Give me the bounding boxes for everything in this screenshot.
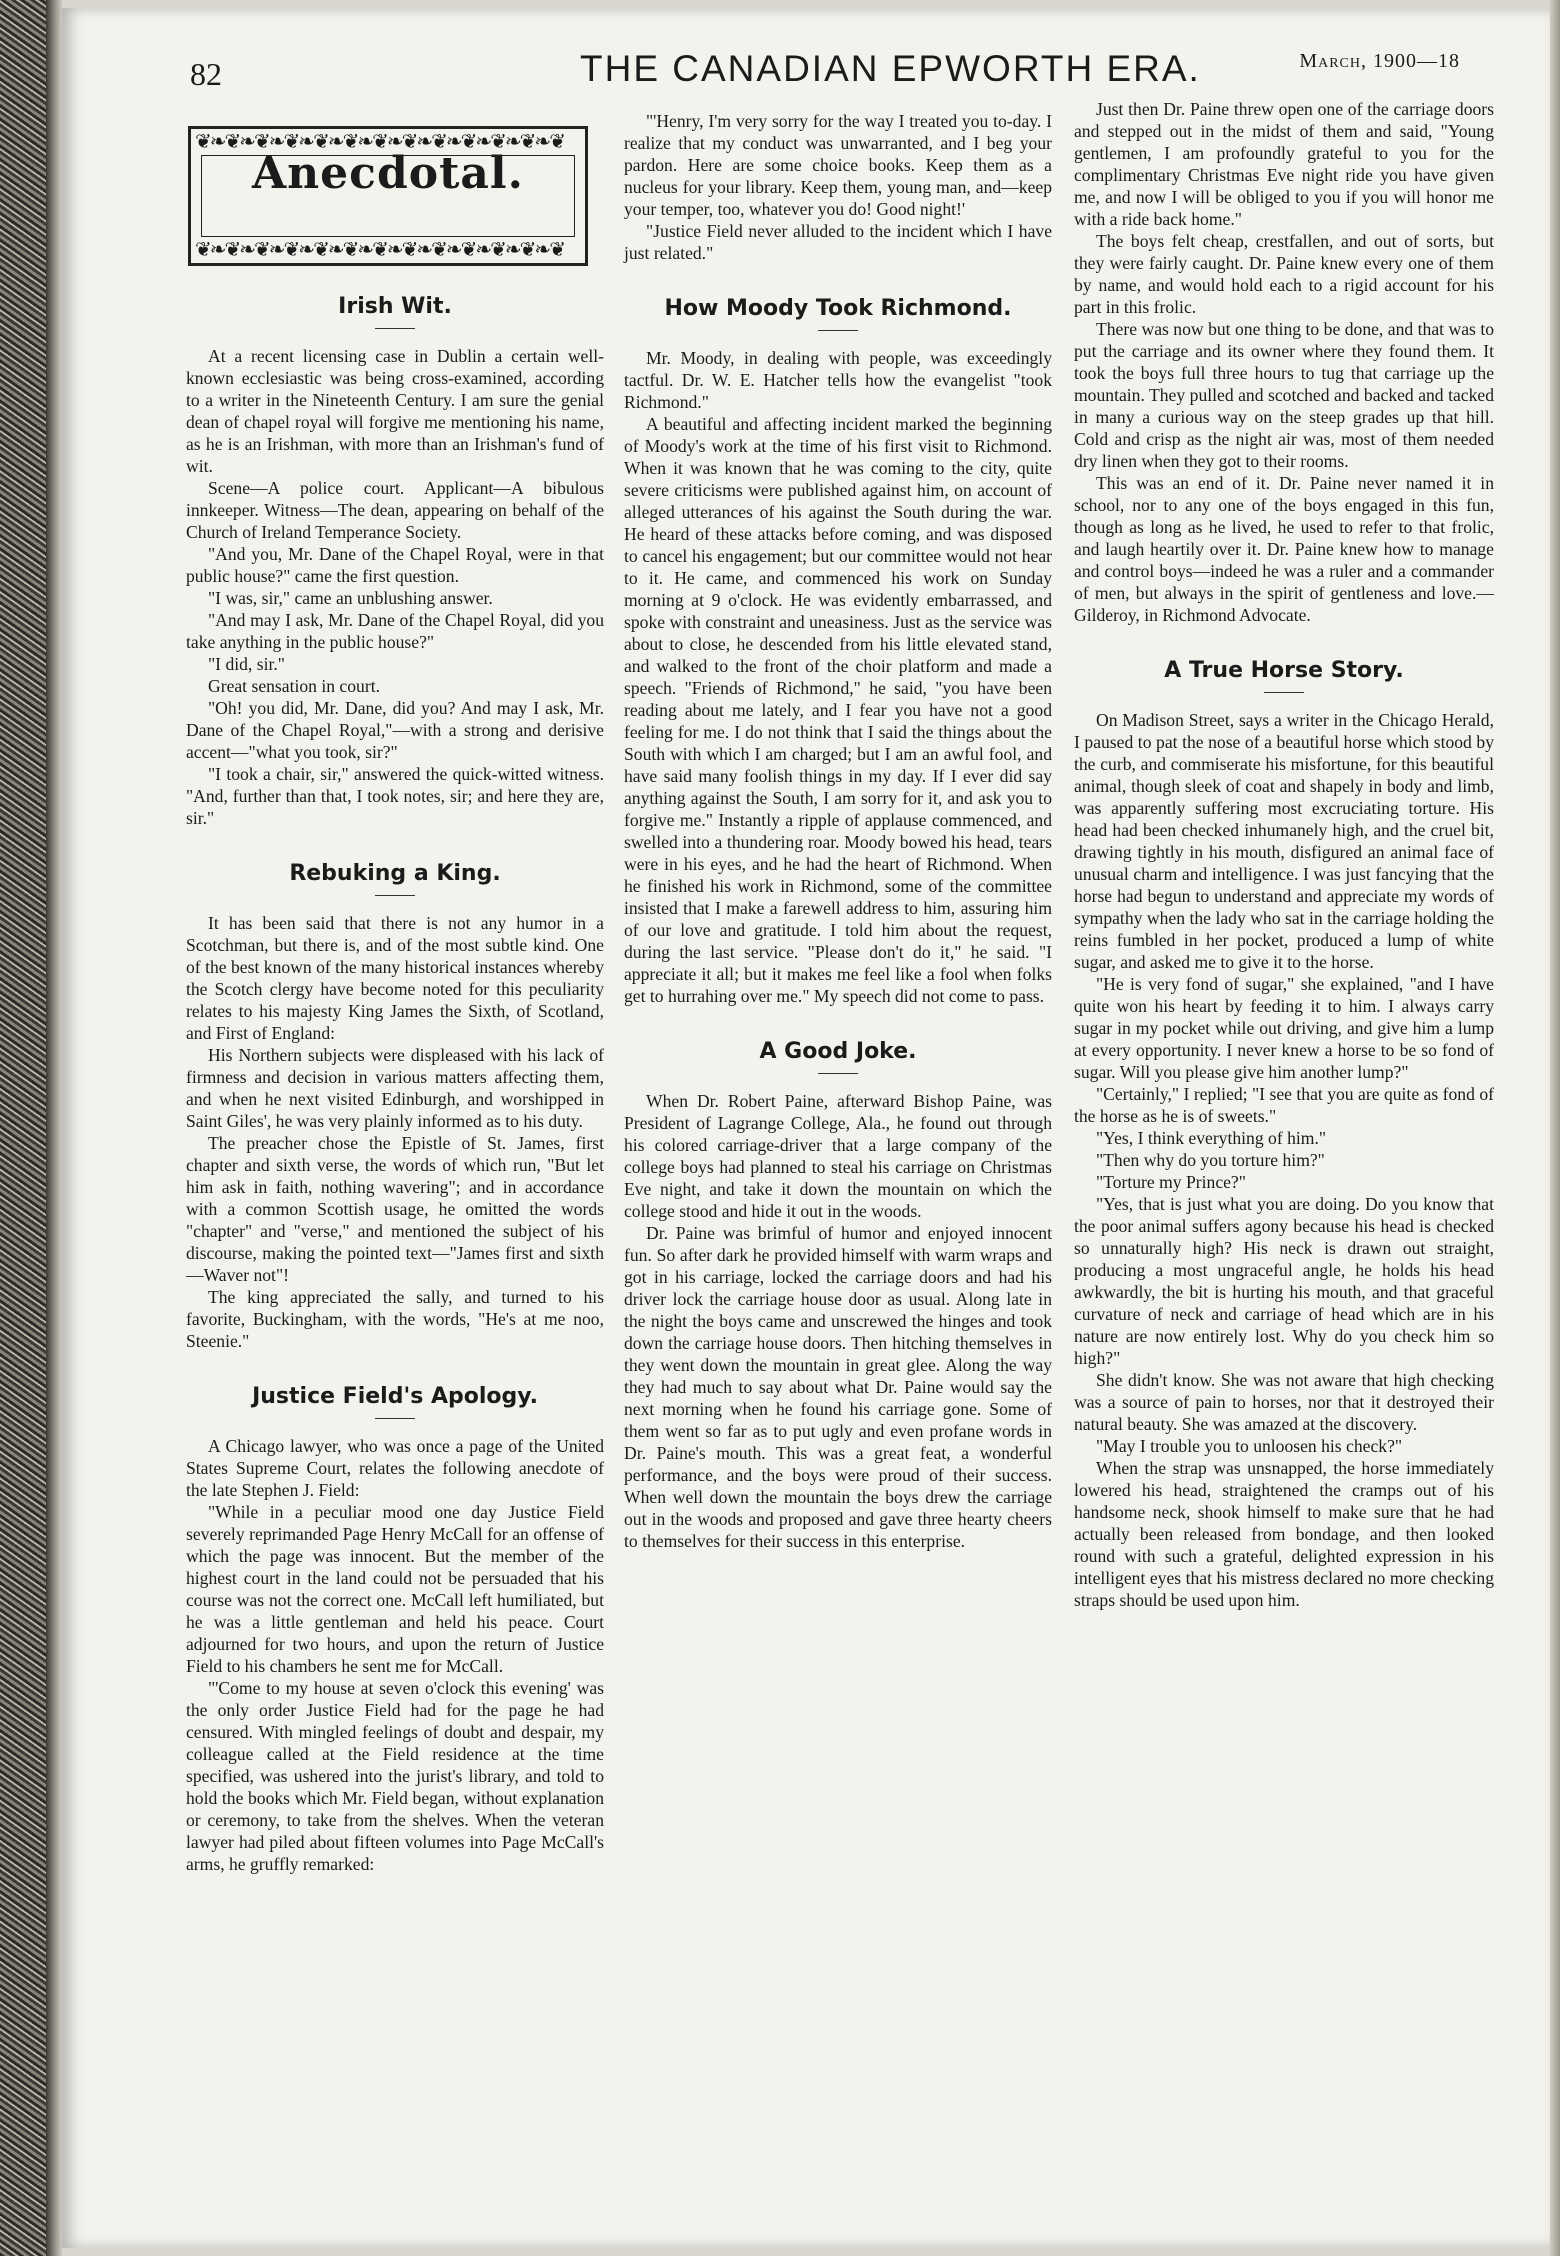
paragraph: Dr. Paine was brimful of humor and enjoyed innocent fun. So after dark he provided himself with warm wraps and got in his carriage, locked the carriage doors and had his driver lock the carriage house door as usual. Along late in the night the boys came and unscrewed the hinges and took down the carriage house doors. Then hitching themselves in they went down the mountain in great glee. Along the way they had much to say about what Dr. Paine would say the next morning when he found his carriage gone. Some of them went so far as to put ugly and even profane words in Dr. Paine's mouth. This was a great feat, a wonderful performance, and the boys were proud of their success. When well down the mountain the boys drew the carriage out in the woods and proposed and gave three hearty cheers to themselves for their success in this enterprise. bbox=[624, 1223, 1052, 1551]
column-1 bbox=[186, 112, 604, 1875]
paragraph: "'Come to my house at seven o'clock this evening' was the only order Justice Field had for the page he had censured. With mingled feelings of doubt and despair, my colleague called at the Field residence at the time specified, was ushered into the jurist's library, and told to hold the books which Mr. Field began, without explanation or ceremony, to take from the shelves. When the veteran lawyer had piled about fifteen volumes into Page McCall's arms, he gruffly remarked: bbox=[186, 1678, 604, 1874]
issue-date: March, 1900—18 bbox=[1299, 50, 1460, 72]
paragraph: There was now but one thing to be done, and that was to put the carriage and its owner where they found them. It took the boys full three hours to tug that carriage up the mountain. They pulled and scotched and backed and tacked in many a curious way on the steep grades up that hill. Cold and crisp as the night air was, most of them needed dry linen when they got to their rooms. bbox=[1074, 319, 1494, 471]
paragraph: A beautiful and affecting incident marked the beginning of Moody's work at the time of his first visit to Richmond. When it was known that he was coming to the city, quite severe criticisms were published against him, on account of alleged utterances of his against the South during the war. He heard of these attacks before coming, and was disposed to cancel his engagement; but our committee would not hear to it. He came, and commenced his work on Sunday morning at 9 o'clock. He was evidently embarrassed, and spoke with constraint and uneasiness. Just as the service was about to close, he descended from his little elevated stand, and walked to the front of the choir platform and made a speech. "Friends of Richmond," he said, "you have been reading about me lately, and I fear you have not a good feeling for me. I do not think that I said the things about the South with which I am charged; but I am an awful fool, and have said many foolish things in my day. If I ever did say anything against the South, I am sorry for it, and ask you to forgive me." Instantly a ripple of applause commenced, and swelled into a thundering roar. Moody bowed his head, tears were in his eyes, and he had the heart of Richmond. When he finished his work in Richmond, some of the committee insisted that I make a farewell address to him, assuring him of our love and gratitude. I told him about the request, during the last service. "Please don't do it," he said. "I appreciate it all; but it makes me feel like a fool when folks get to hurrahing over me." My speech did not come to pass. bbox=[624, 414, 1052, 1006]
divider bbox=[375, 1418, 415, 1419]
article-justice-field bbox=[186, 1386, 604, 1875]
paragraph: "Torture my Prince?" bbox=[1096, 1172, 1246, 1192]
paragraph: Scene—A police court. Applicant—A bibulous innkeeper. Witness—The dean, appearing on behalf of the Church of Ireland Temperance Society. bbox=[186, 478, 604, 542]
paragraph: "While in a peculiar mood one day Justice Field severely reprimanded Page Henry McCall for an offense of which the page was innocent. But the member of the highest court in the land could not be persuaded that his course was not the correct one. McCall left humiliated, but he was a little gentleman and held his peace. Court adjourned for two hours, and upon the return of Justice Field to his chambers he sent me for McCall. bbox=[186, 1502, 604, 1676]
book-binding bbox=[0, 0, 46, 2256]
divider bbox=[375, 328, 415, 329]
paragraph: "'Henry, I'm very sorry for the way I treated you to-day. I realize that my conduct was unwarranted, and I beg your pardon. Here are some choice books. Keep them as a nucleus for your library. Keep them, young man, and—keep your temper, too, whatever you do! Good night!' bbox=[624, 111, 1052, 219]
article-irish-wit bbox=[186, 296, 604, 829]
article-title: A True Horse Story. bbox=[1164, 658, 1404, 683]
ornament-border-icon: ❦❧❦❧❦❧❦❧❦❧❦❧❦❧❦❧❦❧❦❧❦❧❦❧❦ bbox=[195, 239, 564, 261]
article-good-joke bbox=[624, 1041, 1052, 1552]
article-justice-field-continued bbox=[624, 110, 1052, 264]
paragraph: "I did, sir." bbox=[208, 654, 285, 674]
article-title: Irish Wit. bbox=[338, 294, 452, 319]
paragraph: "I took a chair, sir," answered the quick-witted witness. "And, further than that, I took notes, sir; and here they are, sir." bbox=[186, 764, 604, 828]
paragraph: "Yes, that is just what you are doing. Do you know that the poor animal suffers agony because his head is checked so unnaturally high? His neck is drawn out straight, producing a most ungraceful angle, he holds his head awkwardly, the bit is hurting his mouth, and that graceful curvature of neck and carriage of head which are in his nature are now entirely lost. Why do you check him so high?" bbox=[1074, 1194, 1494, 1368]
paragraph: "Justice Field never alluded to the incident which I have just related." bbox=[624, 221, 1052, 263]
paragraph: "And you, Mr. Dane of the Chapel Royal, were in that public house?" came the first question. bbox=[186, 544, 604, 586]
article-moody bbox=[624, 298, 1052, 1007]
page-number: 82 bbox=[190, 56, 222, 92]
article-title: A Good Joke. bbox=[759, 1039, 917, 1064]
paragraph: "I was, sir," came an unblushing answer. bbox=[208, 588, 493, 608]
paragraph: "And may I ask, Mr. Dane of the Chapel Royal, did you take anything in the public house?" bbox=[186, 610, 604, 652]
article-good-joke-continued bbox=[1074, 98, 1494, 626]
paragraph: Just then Dr. Paine threw open one of the carriage doors and stepped out in the midst of them and said, "Young gentlemen, I am profoundly grateful to you for the complimentary Christmas Eve night ride you have given me, and now I will be obliged to you if you will honor me with a ride back home." bbox=[1074, 99, 1494, 229]
article-horse-story bbox=[1074, 660, 1494, 1611]
paragraph: On Madison Street, says a writer in the Chicago Herald, I paused to pat the nose of a beautiful horse which stood by the curb, and commiserate his misfortune, for this beautiful animal, though sleek of coat and shapely in body and limb, was apparently suffering most excruciating torture. His head had been checked inhumanely high, and the cruel bit, drawing tightly in his mouth, disfigured an animal face of unusual charm and intelligence. I was just fancying that the horse had begun to understand and appreciate my words of sympathy when the lady who sat in the carriage holding the reins fumbled in her pocket, produced a lump of white sugar, and asked me to give it to the horse. bbox=[1074, 710, 1494, 972]
article-title: Rebuking a King. bbox=[289, 861, 501, 886]
paragraph: "Oh! you did, Mr. Dane, did you? And may I ask, Mr. Dane of the Chapel Royal,"—with a strong and derisive accent—"what you took, sir?" bbox=[186, 698, 604, 762]
article-title: How Moody Took Richmond. bbox=[664, 296, 1012, 321]
paragraph: A Chicago lawyer, who was once a page of the United States Supreme Court, relates the following anecdote of the late Stephen J. Field: bbox=[186, 1436, 604, 1500]
masthead: THE CANADIAN EPWORTH ERA. bbox=[580, 48, 1201, 89]
article-rebuking-a-king bbox=[186, 863, 604, 1352]
paragraph: When the strap was unsnapped, the horse immediately lowered his head, straightened the cramps out of his handsome neck, shook himself to make sure that he had actually been released from bondage, and then looked round with such a grateful, delighted expression in his intelligent eyes that his mistress declared no more checking straps should be used upon him. bbox=[1074, 1458, 1494, 1610]
divider bbox=[818, 330, 858, 331]
paragraph: This was an end of it. Dr. Paine never named it in school, nor to any one of the boys engaged in this fun, though as long as he lived, he used to refer to that frolic, and laugh heartily over it. Dr. Paine knew how to manage and control boys—indeed he was a ruler and a commander of men, but always in the spirit of gentleness and love.—Gilderoy, in Richmond Advocate. bbox=[1074, 473, 1494, 625]
binding-edge bbox=[46, 0, 62, 2256]
paragraph: It has been said that there is not any humor in a Scotchman, but there is, and of the most subtle kind. One of the best known of the many historical instances whereby the Scotch clergy have become noted for this peculiarity relates to his majesty King James the Sixth, of Scotland, and First of England: bbox=[186, 913, 604, 1043]
article-title: Justice Field's Apology. bbox=[252, 1384, 538, 1409]
page-header bbox=[190, 46, 1480, 96]
paragraph: "Then why do you torture him?" bbox=[1096, 1150, 1325, 1170]
page-edge bbox=[1550, 0, 1560, 2256]
paragraph: The boys felt cheap, crestfallen, and out of sorts, but they were fairly caught. Dr. Paine knew every one of them by name, and would hold each to a rigid account for his part in this frolic. bbox=[1074, 231, 1494, 317]
paragraph: When Dr. Robert Paine, afterward Bishop Paine, was President of Lagrange College, Ala., he found out through his colored carriage-driver that a large company of the college boys had planned to steal his carriage on Christmas Eve night, and take it down the mountain on which the college stood and hide it out in the woods. bbox=[624, 1091, 1052, 1221]
divider bbox=[1264, 692, 1304, 693]
paragraph: The king appreciated the sally, and turned to his favorite, Buckingham, with the words, "He's at me noo, Steenie." bbox=[186, 1287, 604, 1351]
column-3 bbox=[1074, 98, 1494, 1611]
paragraph: She didn't know. She was not aware that high checking was a source of pain to horses, nor that it destroyed their natural beauty. She was amazed at the discovery. bbox=[1074, 1370, 1494, 1434]
paragraph: "May I trouble you to unloosen his check?" bbox=[1096, 1436, 1403, 1456]
paragraph: Great sensation in court. bbox=[208, 676, 380, 696]
section-title: Anecdotal. bbox=[252, 148, 524, 199]
anecdotal-banner bbox=[188, 126, 588, 266]
paragraph: "Certainly," I replied; "I see that you are quite as fond of the horse as he is of sweets." bbox=[1074, 1084, 1494, 1126]
paragraph: "He is very fond of sugar," she explained, "and I have quite won his heart by feeding it to him. I always carry sugar in my pocket while out driving, and give him a lump at every opportunity. I never knew a horse to be so fond of sugar. Will you please give him another lump?" bbox=[1074, 974, 1494, 1082]
paragraph: His Northern subjects were displeased with his lack of firmness and decision in various matters affecting them, and when he next visited Edinburgh, and worshipped in Saint Giles', he was very plainly informed as to his duty. bbox=[186, 1045, 604, 1131]
paragraph: The preacher chose the Epistle of St. James, first chapter and sixth verse, the words of which run, "But let him ask in faith, nothing wavering"; and in accordance with a common Scottish usage, he omitted the words "chapter" and "verse," and mentioned the subject of his discourse, making the pointed text—"James first and sixth—Waver not"! bbox=[186, 1133, 604, 1285]
paragraph: At a recent licensing case in Dublin a certain well-known ecclesiastic was being cross-examined, according to a writer in the Nineteenth Century. I am sure the genial dean of chapel royal will forgive me mentioning his name, as he is an Irishman, with more than an Irishman's fund of wit. bbox=[186, 346, 604, 476]
ornament-border-icon: ❦❧❦❧❦❧❦❧❦❧❦❧❦❧❦❧❦❧❦❧❦❧❦❧❦ bbox=[195, 131, 564, 153]
paragraph: "Yes, I think everything of him." bbox=[1096, 1128, 1327, 1148]
divider bbox=[375, 895, 415, 896]
column-2 bbox=[624, 110, 1052, 1552]
paragraph: Mr. Moody, in dealing with people, was exceedingly tactful. Dr. W. E. Hatcher tells how the evangelist "took Richmond." bbox=[624, 348, 1052, 412]
divider bbox=[818, 1073, 858, 1074]
